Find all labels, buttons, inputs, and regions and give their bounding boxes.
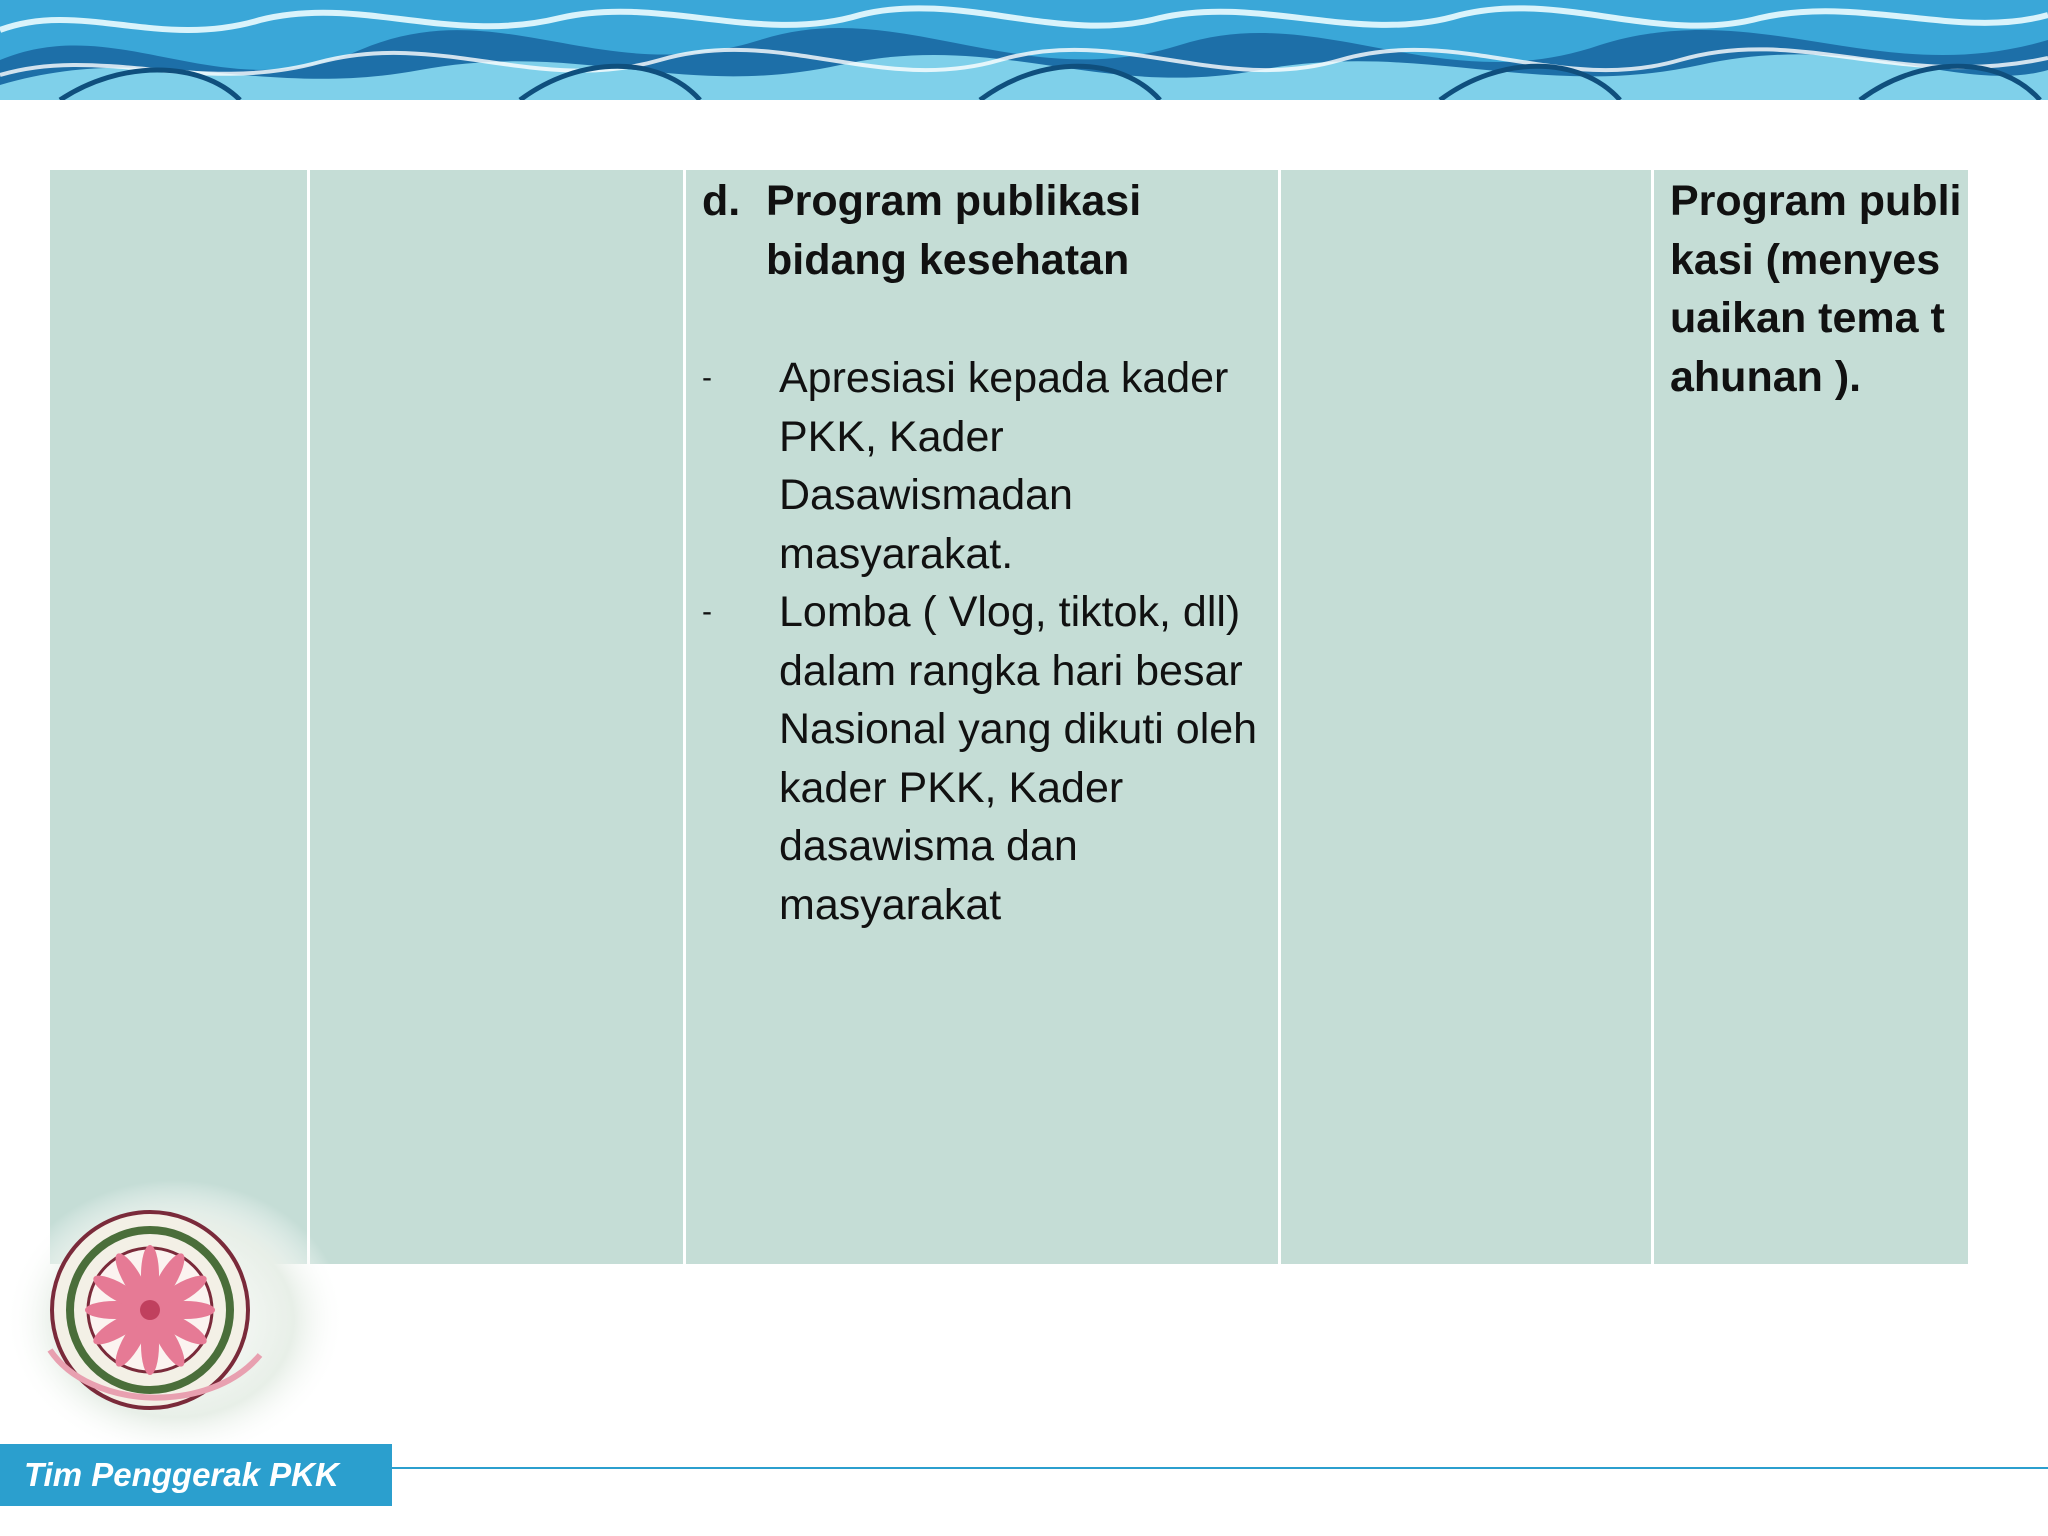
bullet-text: Apresiasi kepada kader PKK, Kader Dasawismadan masyarakat. <box>779 354 1229 578</box>
pkk-logo <box>10 1180 350 1470</box>
footer-divider <box>392 1467 2048 1469</box>
bullet-dash: - <box>702 595 712 628</box>
table-cell-col2 <box>310 170 683 1264</box>
bullet-dash: - <box>702 361 712 394</box>
table-cell-col1 <box>50 170 307 1264</box>
heading-text: Program publikasi bidang kesehatan <box>766 177 1142 284</box>
table-cell-col4 <box>1281 170 1651 1264</box>
program-heading <box>702 172 1268 290</box>
footer-label: Tim Penggerak PKK <box>0 1444 392 1506</box>
table-cell-col3 <box>686 170 1278 1264</box>
heading-marker: d. <box>702 177 741 225</box>
program-bullet-list <box>702 349 1268 934</box>
list-item <box>702 583 1268 934</box>
wave-banner <box>0 0 2048 100</box>
list-item <box>702 349 1268 583</box>
program-table <box>50 170 1968 1264</box>
bullet-text: Lomba ( Vlog, tiktok, dll) dalam rangka hari besar Nasional yang dikuti oleh kader PKK, Kader dasawisma dan masyarakat <box>779 588 1258 929</box>
table-cell-col5 <box>1654 170 1968 1264</box>
publication-note: Program publikasi (menyesuaikan tema tahunan ). <box>1670 177 1962 401</box>
